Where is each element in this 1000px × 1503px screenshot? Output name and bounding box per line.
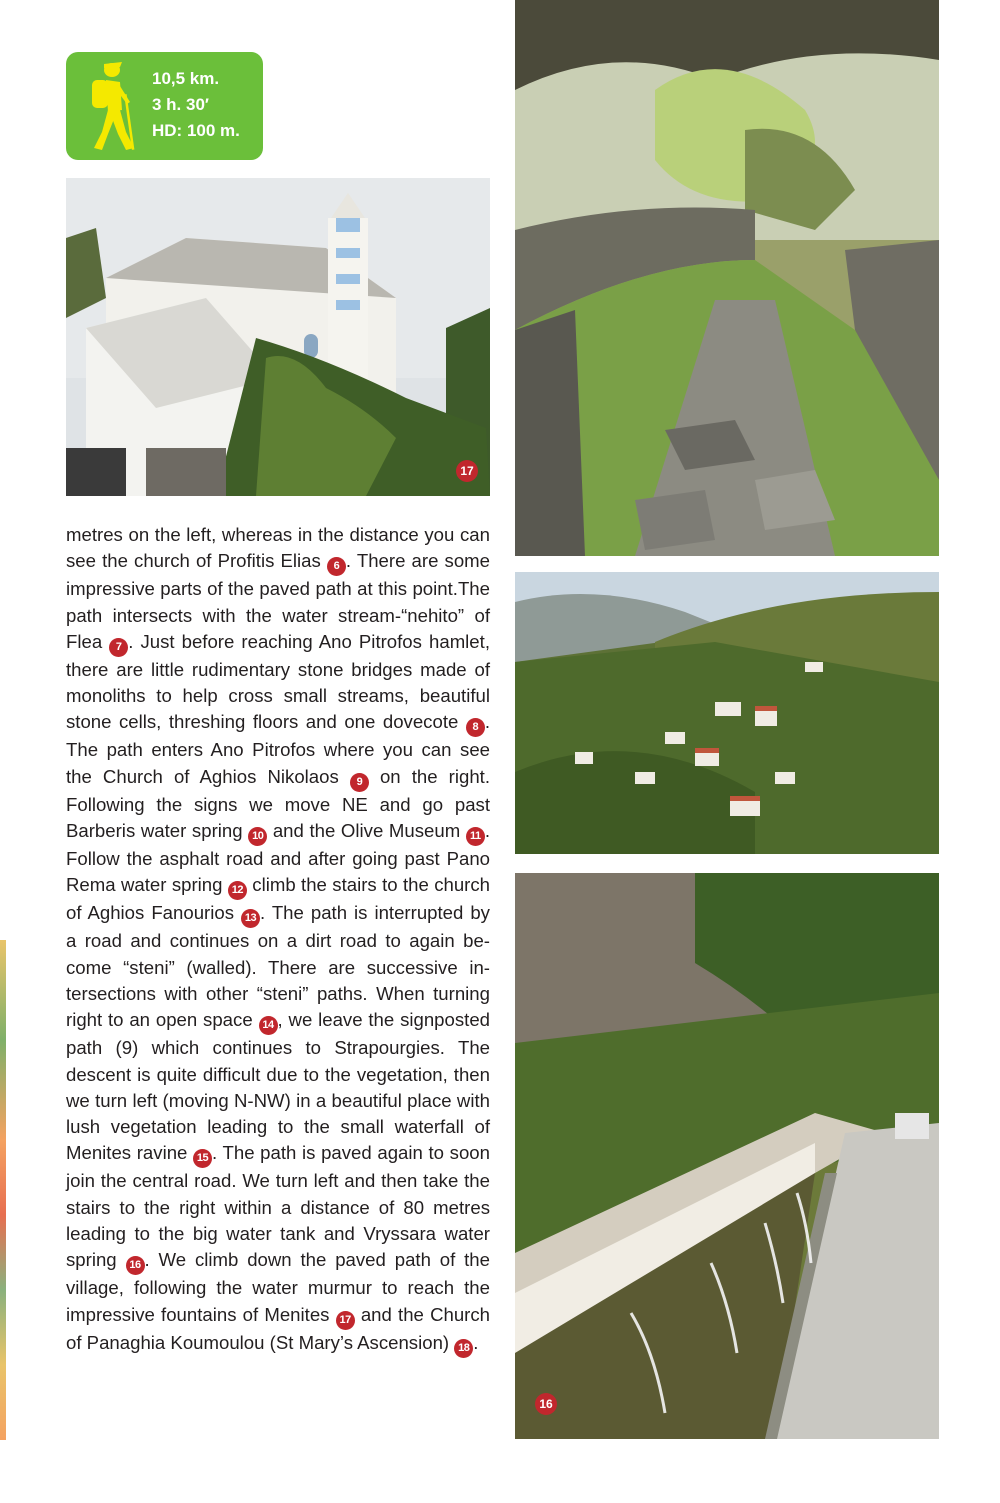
marker-14: 14 [259, 1016, 278, 1035]
photo-number-badge: 16 [535, 1393, 557, 1415]
marker-11: 11 [466, 827, 485, 846]
photo-number-badge: 17 [456, 460, 478, 482]
hiker-icon [78, 58, 136, 154]
route-description: metres on the left, whereas in the distance you can see the church of Profitis Elias 6 . There are some impressive parts of the paved path at this point.The path intersects with the water stream-“nehito” of Flea 7 . Just before reaching Ano Pitrofos hamlet, there are little rudimentary stone bridges made of monoliths to help cross small streams, beautiful stone cells, threshing floors and one dovecote 8 . The path enters Ano Pitrofos where you can see the Church of Aghios Nikolaos 9 on the right. Following the signs we move NE and go past Barberis water spring 10 and the Olive Museum 11 . Follow the asphalt road and after going past Pano Rema water spring 12 climb the stairs to the church of Aghios Fanourios 13 . The path is interrupted by a road and continues on a dirt road to again become “steni” (walled). There are successive intersections with other “steni” paths. When turning right to an open space 14 , we leave the signposted path (9) which continues to Strapourgies. The descent is quite difficult due to the vegetation, then we turn left (moving N-NW) in a beautiful place with lush vegetation leading to the small waterfall of Menites ravine 15 . The path is paved again to soon join the central road. We turn left and then take the stairs to the right within a distance of 80 metres leading to the big water tank and Vryssara water spring 16 . We climb down the paved path of the village, following the water murmur to reach the impressive fountains of Menites 17 and the Church of Panaghia Koumoulou (St Mary’s Ascension) 18 . [66, 522, 490, 1358]
marker-10: 10 [248, 827, 267, 846]
marker-13: 13 [241, 909, 260, 928]
church-photo [66, 178, 490, 496]
route-info-box [66, 52, 263, 160]
height-difference-value: HD: 100 m. [152, 121, 240, 140]
fountains-photo [515, 873, 939, 1439]
marker-8: 8 [466, 718, 485, 737]
marker-6: 6 [327, 557, 346, 576]
map-edge-strip [0, 940, 6, 1440]
marker-18: 18 [454, 1339, 473, 1358]
duration-value: 3 h. 30′ [152, 95, 209, 114]
marker-12: 12 [228, 881, 247, 900]
marker-9: 9 [350, 773, 369, 792]
marker-7: 7 [109, 638, 128, 657]
stone-path-photo [515, 0, 939, 556]
marker-16: 16 [126, 1256, 145, 1275]
distance-value: 10,5 km. [152, 69, 220, 88]
marker-17: 17 [336, 1311, 355, 1330]
village-photo [515, 572, 939, 854]
marker-15: 15 [193, 1149, 212, 1168]
